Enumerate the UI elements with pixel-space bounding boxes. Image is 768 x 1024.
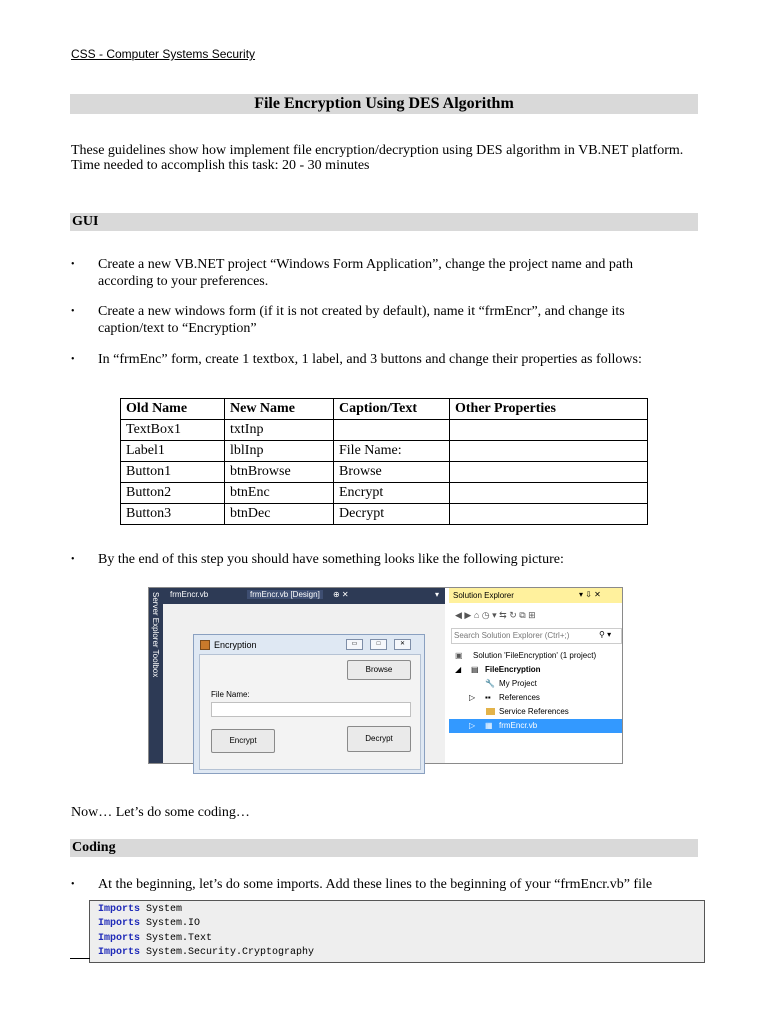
bullet-text: In “frmEnc” form, create 1 textbox, 1 label, and 3 buttons and change their properties as follows:	[98, 352, 642, 367]
column-header: New Name	[225, 399, 334, 420]
file-name-label: File Name:	[211, 690, 250, 699]
tab-frmencr-design[interactable]: frmEncr.vb [Design]	[247, 590, 323, 599]
section-gui-heading: GUI	[70, 213, 698, 231]
table-cell: Label1	[121, 441, 225, 462]
ide-screenshot	[148, 587, 623, 764]
tab-frmencr-vb[interactable]: frmEncr.vb	[170, 590, 209, 599]
solution-icon: ▣	[455, 651, 463, 660]
table-cell: btnEnc	[225, 483, 334, 504]
file-path-textbox[interactable]	[211, 702, 411, 717]
bullet-dot: •	[71, 306, 75, 317]
bullet-text: Create a new windows form (if it is not created by default), name it “frmEncr”, and change its caption/text to “Encryption”	[98, 304, 625, 336]
form-client-area	[199, 654, 421, 770]
bullet-dot: •	[71, 879, 75, 890]
minimize-icon[interactable]: ▭	[346, 639, 363, 650]
table-cell: btnBrowse	[225, 462, 334, 483]
intro-line-1: These guidelines show how implement file encryption/decryption using DES algorithm in VB.NET platform.	[71, 143, 684, 158]
panel-options-icon[interactable]: ▾ ⇩ ✕	[579, 590, 601, 599]
bullet-create-project	[71, 256, 691, 290]
table-cell: Button1	[121, 462, 225, 483]
references-node[interactable]: References	[499, 693, 540, 702]
bullet-create-form	[71, 303, 691, 337]
bullet-text: At the beginning, let’s do some imports. Add these lines to the beginning of your “frmEncr.vb” file	[98, 877, 653, 892]
column-header: Caption/Text	[334, 399, 450, 420]
bullet-dot: •	[71, 354, 75, 365]
page-title: File Encryption Using DES Algorithm	[70, 94, 698, 114]
code-namespace: System.Security.Cryptography	[146, 946, 315, 958]
table-cell	[450, 462, 648, 483]
project-node[interactable]: FileEncryption	[485, 665, 541, 674]
code-line	[90, 903, 704, 917]
form-designer-area	[163, 604, 445, 763]
table-cell: btnDec	[225, 504, 334, 525]
code-line	[90, 917, 704, 931]
table-cell: Browse	[334, 462, 450, 483]
collapse-arrow-icon[interactable]: ▷	[469, 721, 476, 730]
tab-dropdown-icon[interactable]: ▾	[435, 590, 440, 599]
vb-project-icon: ▤	[471, 665, 479, 674]
references-icon: ▪▪	[485, 693, 491, 702]
bullet-create-controls	[71, 351, 691, 369]
code-namespace: System.IO	[146, 918, 201, 930]
table-row	[121, 483, 648, 504]
table-cell: Decrypt	[334, 504, 450, 525]
folder-icon	[486, 708, 495, 715]
bullet-end-of-step	[71, 551, 691, 569]
table-row	[121, 462, 648, 483]
section-coding-heading: Coding	[70, 839, 698, 857]
decrypt-button[interactable]: Decrypt	[347, 726, 411, 752]
my-project-node[interactable]: My Project	[499, 679, 537, 688]
table-cell: txtInp	[225, 420, 334, 441]
expand-arrow-icon[interactable]: ◢	[455, 665, 462, 674]
table-cell: Encrypt	[334, 483, 450, 504]
course-header: CSS - Computer Systems Security	[71, 47, 256, 61]
ide-side-strip	[149, 588, 163, 763]
table-cell	[450, 441, 648, 462]
table-row	[121, 504, 648, 525]
code-keyword: Imports	[98, 918, 141, 930]
solution-search-input[interactable]	[451, 628, 622, 644]
code-line	[90, 932, 704, 946]
code-namespace: System	[146, 904, 183, 915]
column-header: Other Properties	[450, 399, 648, 420]
table-cell	[334, 420, 450, 441]
tab-pin-close-icon[interactable]: ⊕ ✕	[333, 590, 349, 599]
bullet-dot: •	[71, 259, 75, 270]
intro-paragraph	[71, 144, 691, 173]
document-tab-bar	[163, 588, 445, 604]
code-keyword: Imports	[98, 904, 141, 915]
bullet-dot: •	[71, 554, 75, 565]
wrench-icon: 🔧	[485, 679, 495, 688]
table-cell: Button3	[121, 504, 225, 525]
bullet-text: By the end of this step you should have something looks like the following picture:	[98, 552, 564, 567]
code-keyword: Imports	[98, 932, 141, 944]
search-placeholder: Search Solution Explorer (Ctrl+;)	[454, 631, 570, 640]
browse-button[interactable]: Browse	[347, 660, 411, 680]
footnote-divider	[70, 958, 90, 959]
code-line	[90, 946, 704, 960]
form-file-icon: ▦	[485, 721, 493, 730]
form-app-icon	[200, 640, 210, 650]
table-cell	[450, 504, 648, 525]
bullet-imports	[71, 876, 711, 894]
code-block	[89, 900, 705, 963]
maximize-icon[interactable]: □	[370, 639, 387, 650]
encrypt-button[interactable]: Encrypt	[211, 729, 275, 753]
close-icon[interactable]: ✕	[394, 639, 411, 650]
intro-line-2: Time needed to accomplish this task: 20 - 30 minutes	[71, 157, 370, 173]
table-cell: TextBox1	[121, 420, 225, 441]
table-row	[121, 420, 648, 441]
collapse-arrow-icon[interactable]: ▷	[469, 693, 476, 702]
code-keyword: Imports	[98, 946, 141, 958]
frmencr-vb-node: frmEncr.vb	[499, 721, 538, 730]
solution-explorer-header	[449, 588, 622, 603]
solution-explorer-toolbar[interactable]: ◀ ▶ ⌂ ◷ ▾ ⇆ ↻ ⧉ ⊞	[455, 610, 536, 620]
table-row	[121, 441, 648, 462]
solution-explorer-title: Solution Explorer	[453, 591, 514, 600]
form-title: Encryption	[214, 640, 257, 650]
service-references-node[interactable]: Service References	[499, 707, 569, 716]
table-cell	[450, 420, 648, 441]
table-cell: File Name:	[334, 441, 450, 462]
now-coding-text: Now… Let’s do some coding…	[71, 805, 250, 820]
solution-node[interactable]: Solution 'FileEncryption' (1 project)	[473, 651, 597, 660]
server-explorer-toolbox-label: Server Explorer Toolbox	[151, 592, 160, 678]
table-cell: Button2	[121, 483, 225, 504]
search-icon[interactable]: ⚲ ▾	[599, 630, 612, 639]
table-cell: lblInp	[225, 441, 334, 462]
table-cell	[450, 483, 648, 504]
solution-explorer-panel	[449, 588, 622, 763]
code-namespace: System.Text	[146, 932, 213, 944]
column-header: Old Name	[121, 399, 225, 420]
properties-table	[120, 398, 648, 525]
bullet-text: Create a new VB.NET project “Windows Form Application”, change the project name and path according to your preferences.	[98, 257, 634, 289]
table-header-row	[121, 399, 648, 420]
selected-file-row[interactable]	[449, 719, 622, 733]
encryption-form-window[interactable]	[193, 634, 425, 774]
